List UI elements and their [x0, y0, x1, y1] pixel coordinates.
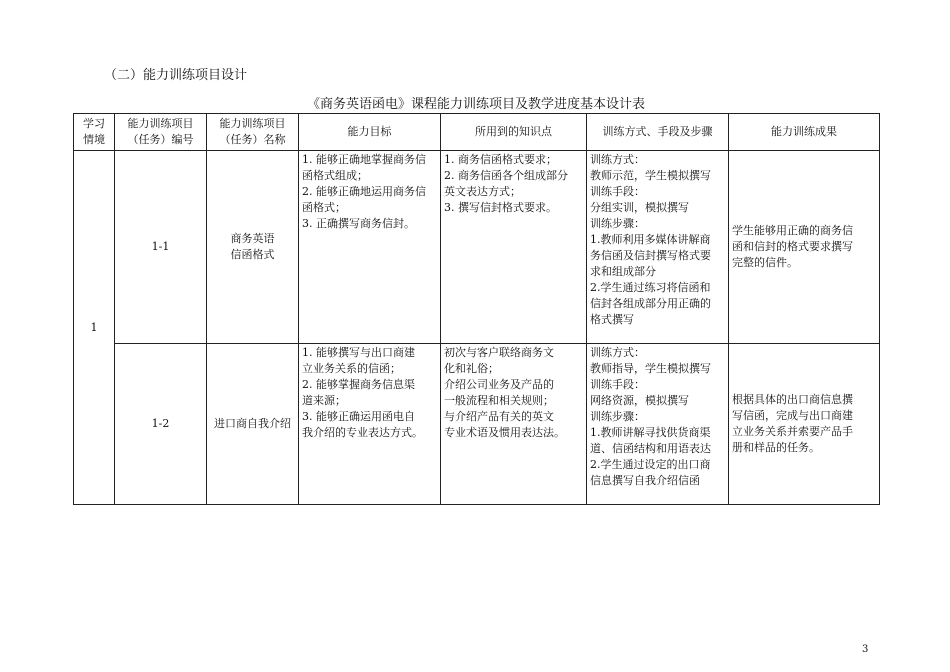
task-name-cell: 进口商自我介绍 [207, 344, 299, 505]
task-name-cell: 商务英语 信函格式 [207, 151, 299, 344]
header-row [74, 114, 880, 151]
header-situation: 学习 情境 [74, 114, 115, 151]
task-id-cell: 1-1 [115, 151, 207, 344]
design-table [73, 113, 880, 505]
header-knowledge: 所用到的知识点 [441, 114, 587, 151]
table-title: 《商务英语函电》课程能力训练项目及教学进度基本设计表 [306, 97, 645, 112]
methods-cell: 训练方式： 教师示范，学生模拟撰写 训练手段： 分组实训，模拟撰写 训练步骤： 1.教师利用多媒体讲解商 务信函及信封撰写格式要 求和组成部分 2.学生通过练习将信函和 信封各组成部分用正确的 格式撰写 [587, 151, 729, 344]
knowledge-cell: 1. 商务信函格式要求； 2. 商务信函各个组成部分 英文表达方式； 3. 撰写信封格式要求。 [441, 151, 587, 344]
page-number: 3 [862, 644, 869, 655]
situation-cell: 1 [74, 151, 115, 505]
task-id-cell: 1-2 [115, 344, 207, 505]
header-methods: 训练方式、手段及步骤 [587, 114, 729, 151]
goals-cell: 1. 能够撰写与出口商建 立业务关系的信函； 2. 能够掌握商务信息渠 道来源； 3. 能够正确运用函电自 我介绍的专业表达方式。 [299, 344, 441, 505]
outcome-cell: 学生能够用正确的商务信 函和信封的格式要求撰写 完整的信件。 [729, 151, 880, 344]
header-task-name: 能力训练项目 （任务）名称 [207, 114, 299, 151]
header-task-id: 能力训练项目 （任务）编号 [115, 114, 207, 151]
header-goals: 能力目标 [299, 114, 441, 151]
table-row [74, 344, 880, 505]
methods-cell: 训练方式： 教师指导，学生模拟撰写 训练手段： 网络资源，模拟撰写 训练步骤： 1.教师讲解寻找供货商渠 道、信函结构和用语表达 2.学生通过设定的出口商 信息撰写自我介绍信函 [587, 344, 729, 505]
goals-cell: 1. 能够正确地掌握商务信 函格式组成； 2. 能够正确地运用商务信 函格式； 3. 正确撰写商务信封。 [299, 151, 441, 344]
table-row [74, 151, 880, 344]
header-outcome: 能力训练成果 [729, 114, 880, 151]
outcome-cell: 根据具体的出口商信息撰 写信函，完成与出口商建 立业务关系并索要产品手 册和样品的任务。 [729, 344, 880, 505]
section-heading: （二）能力训练项目设计 [104, 68, 248, 83]
knowledge-cell: 初次与客户联络商务文 化和礼俗； 介绍公司业务及产品的 一般流程和相关规则； 与介绍产品有关的英文 专业术语及惯用表达法。 [441, 344, 587, 505]
